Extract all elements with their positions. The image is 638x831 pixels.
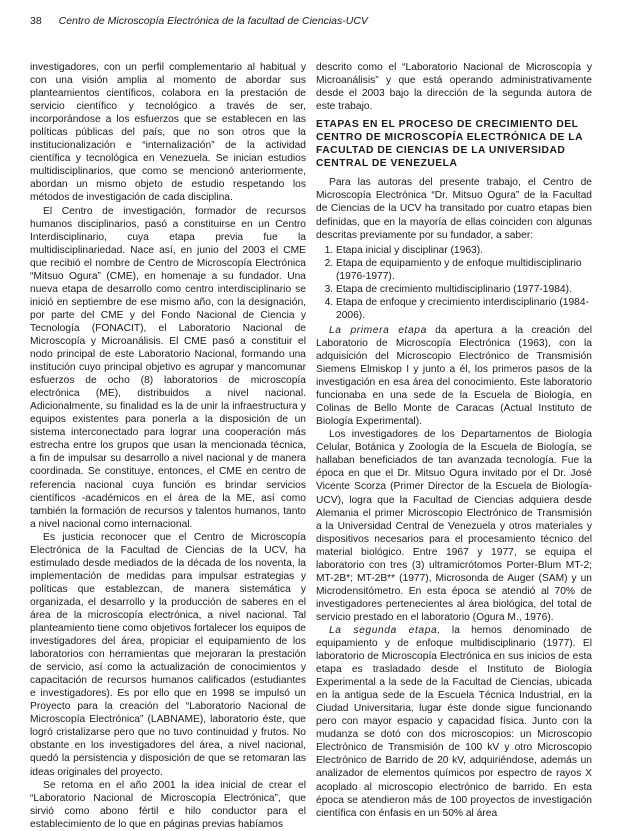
paragraph: Se retoma en el año 2001 la idea inicial de crear el “Laboratorio Nacional de Microscopía Electrónica”, que sirvió como abono fértil e hilo conductor para el establecimiento de lo que en páginas previas habíamos xyxy=(30,779,306,830)
list-item: 2. Etapa de equipamiento y de enfoque multidisciplinario (1976-1977). xyxy=(336,257,592,283)
page-header xyxy=(30,15,610,33)
section-heading: ETAPAS EN EL PROCESO DE CRECIMIENTO DEL CENTRO DE MICROSCOPÍA ELECTRÓNICA DE LA FACULTAD DE CIENCIAS DE LA UNIVERSIDAD CENTRAL DE VENEZUELA xyxy=(316,119,583,170)
running-title: Centro de Microscopía Electrónica de la facultad de Ciencias-UCV xyxy=(58,15,368,27)
left-column xyxy=(30,61,306,831)
list-item: 1. Etapa inicial y disciplinar (1963). xyxy=(336,244,592,257)
paragraph xyxy=(316,624,592,820)
paragraph xyxy=(316,324,592,428)
paragraph-text: la hemos denominado de equipamiento y de enfoque multidisciplinario (1977). El laboratorio de Microscopía Electrónica en sus inicios de esta etapa es trasladado desde el Instituto de Biología Experimental a la sede de la Facultad de Ciencias, ubicada en la antigua sede de la Escuela Técnica Industrial, en la Ciudad Universitaria, lugar éste donde sigue funcionando pero con mayor espacio y capacidad física. Junto con la mudanza se dotó con dos microscopios: un Microscopio Electrónico de Transmisión de 100 kV y otro Microscopio Electrónico de Barrido de 20 kV, adquiriéndose, además un analizador de elementos químicos por espectro de rayos X acoplado al microscopio electrónico de barrido. En esta época se atendieron más de 100 proyectos de investigación científica con énfasis en un 50% al área xyxy=(316,624,592,819)
paragraph: Los investigadores de los Departamentos de Biología Celular, Botánica y Zoología de la Escuela de Biología, se hallaban beneficiados de tan avanzada tecnología. Fue la época en que el Dr. Mitsuo Ogura invitado por el Dr. José Vicente Scorza (Primer Director de la Escuela de Biología-UCV), logra que la Facultad de Ciencias adquiera desde Alemania el primer Microscopio Electrónico de Transmisión a la Universidad Central de Venezuela y otros materiales y dispositivos necesarios para el procesamiento técnico del material biológico. Entre 1967 y 1977, se equipa el laboratorio con tres (3) ultramicrótomos Porter-Blum MT-2; MT-2B*; MT-2B** (1977), Microsonda de Auger (SAM) y un Microdensitómetro. En esta época se atendió al 70% de investigadores pertenecientes al área biológica, del total de servicio prestado en el laboratorio (Ogura M., 1976). xyxy=(316,429,592,623)
page-number: 38 xyxy=(30,15,42,27)
paragraph: descrito como el “Laboratorio Nacional de Microscopía y Microanálisis” y que está operando administrativamente desde el 2003 bajo la dirección de la segunda autora de este trabajo. xyxy=(316,62,592,113)
paragraph: El Centro de investigación, formador de recursos humanos disciplinarios, pasó a constituirse en un Centro Interdisciplinario, cuya etapa previa fue la multidisciplinariedad. Nace así, en junio del 2003 el CME que recibió el nombre de Centro de Microscopía Electrónica “Mitsuo Ogura” (CME), en homenaje a su fundador. Una nueva etapa de desarrollo como centro interdisciplinario se inició en septiembre de ese mismo año, con la designación, por parte del CME y del Fondo Nacional de Ciencia y Tecnología (FONACIT), el Laboratorio Nacional de Microscopía y Microanálisis. El CME pasó a constituir el nodo principal de este Laboratorio Nacional, formando una institución cuyo principal objetivo es agrupar y mancomunar esfuerzos de ocho (8) laboratorios de microscopía electrónica (ME), distribuidos a nivel nacional. Adicionalmente, su finalidad es la de unir la infraestructura y equipos existentes para ponerla a la disposición de un sistema interconectado para lograr una cooperación más estrecha entre los grupos que usan la mencionada técnica, a fin de impulsar su desarrollo a nivel nacional y de manera coordinada. Se constituye, entonces, el CME en centro de referencia nacional cuya función es brindar servicios científicos -académicos en el área de la ME, así como también la formación de recursos y talentos humanos, tanto a nivel nacional como internacional. xyxy=(30,205,306,530)
paragraph: Para las autoras del presente trabajo, el Centro de Microscopía Electrónica “Dr. Mitsuo Ogura” de la Facultad de Ciencias de la UCV ha transitado por cuatro etapas bien definidas, que en la mayoría de ellas coinciden con algunas descritas previamente por su fundador, a saber: xyxy=(316,177,592,241)
list-item: 4. Etapa de enfoque y crecimiento interdisciplinario (1984-2006). xyxy=(336,296,592,322)
paragraph-text: da apertura a la creación del Laboratorio de Microscopía Electrónica (1963), con la adquisición del Microscopio Electrónico de Transmisión Siemens Elmiskop I y junto a él, los primeros pasos de la investigación en esa área del conocimiento. Este laboratorio funcionaba en una sede de la Escuela de Biología, en Colinas de Bello Monte de Caracas (Actual Instituto de Biología Experimental). xyxy=(316,324,593,428)
paragraph: Es justicia reconocer que el Centro de Microscopía Electrónica de la Facultad de Ciencias de la UCV, ha estimulado desde mediados de la década de los noventa, la implementación de medidas para impulsar estrategias y políticas que establezcan, de manera sistemática y organizada, el desarrollo y la producción de saberes en el área de la microscopía electrónica, a nivel nacional. Tal planteamiento tiene como objetivos fortalecer los equipos de investigadores del área, propiciar el equipamiento de los laboratorios con herramientas que mejoraran la prestación de servicio, así como la actualización de conocimientos y capacitación de recursos humanos calificados (estudiantes e investigadores). Es por ello que en 1998 se impulsó un Proyecto para la creación del “Laboratorio Nacional de Microscopía Electrónica” (LABNAME), laboratorio éste, que logró cristalizarse pero que no tuvo continuidad y frutos. No obstante en los investigadores del área, a nivel nacional, quedó la persistencia y disposición de que se retomaran las ideas originales del proyecto. xyxy=(30,531,306,778)
emphasis: La segunda etapa, xyxy=(329,624,441,636)
emphasis: La primera etapa xyxy=(329,324,427,336)
right-column xyxy=(316,61,592,820)
list-item: 3. Etapa de crecimiento multidisciplinario (1977-1984). xyxy=(336,283,592,296)
paragraph: investigadores, con un perfil complementario al habitual y con una visión amplia al momento de abordar sus planteamientos científicos, colabora en la prestación de servicio científico y tecnológico a través de ser, incorporándose a los esfuerzos que se establecen en las políticas públicas del país, que no son otros que la institucionalización e “internalización” de la actividad científica y tecnológica en Venezuela. Se inician estudios multidisciplinarios, que como se mencionó anteriormente, abordan un mismo objeto de estudio respetando los métodos de investigación de cada disciplina. xyxy=(30,62,306,204)
stages-list xyxy=(316,244,592,322)
